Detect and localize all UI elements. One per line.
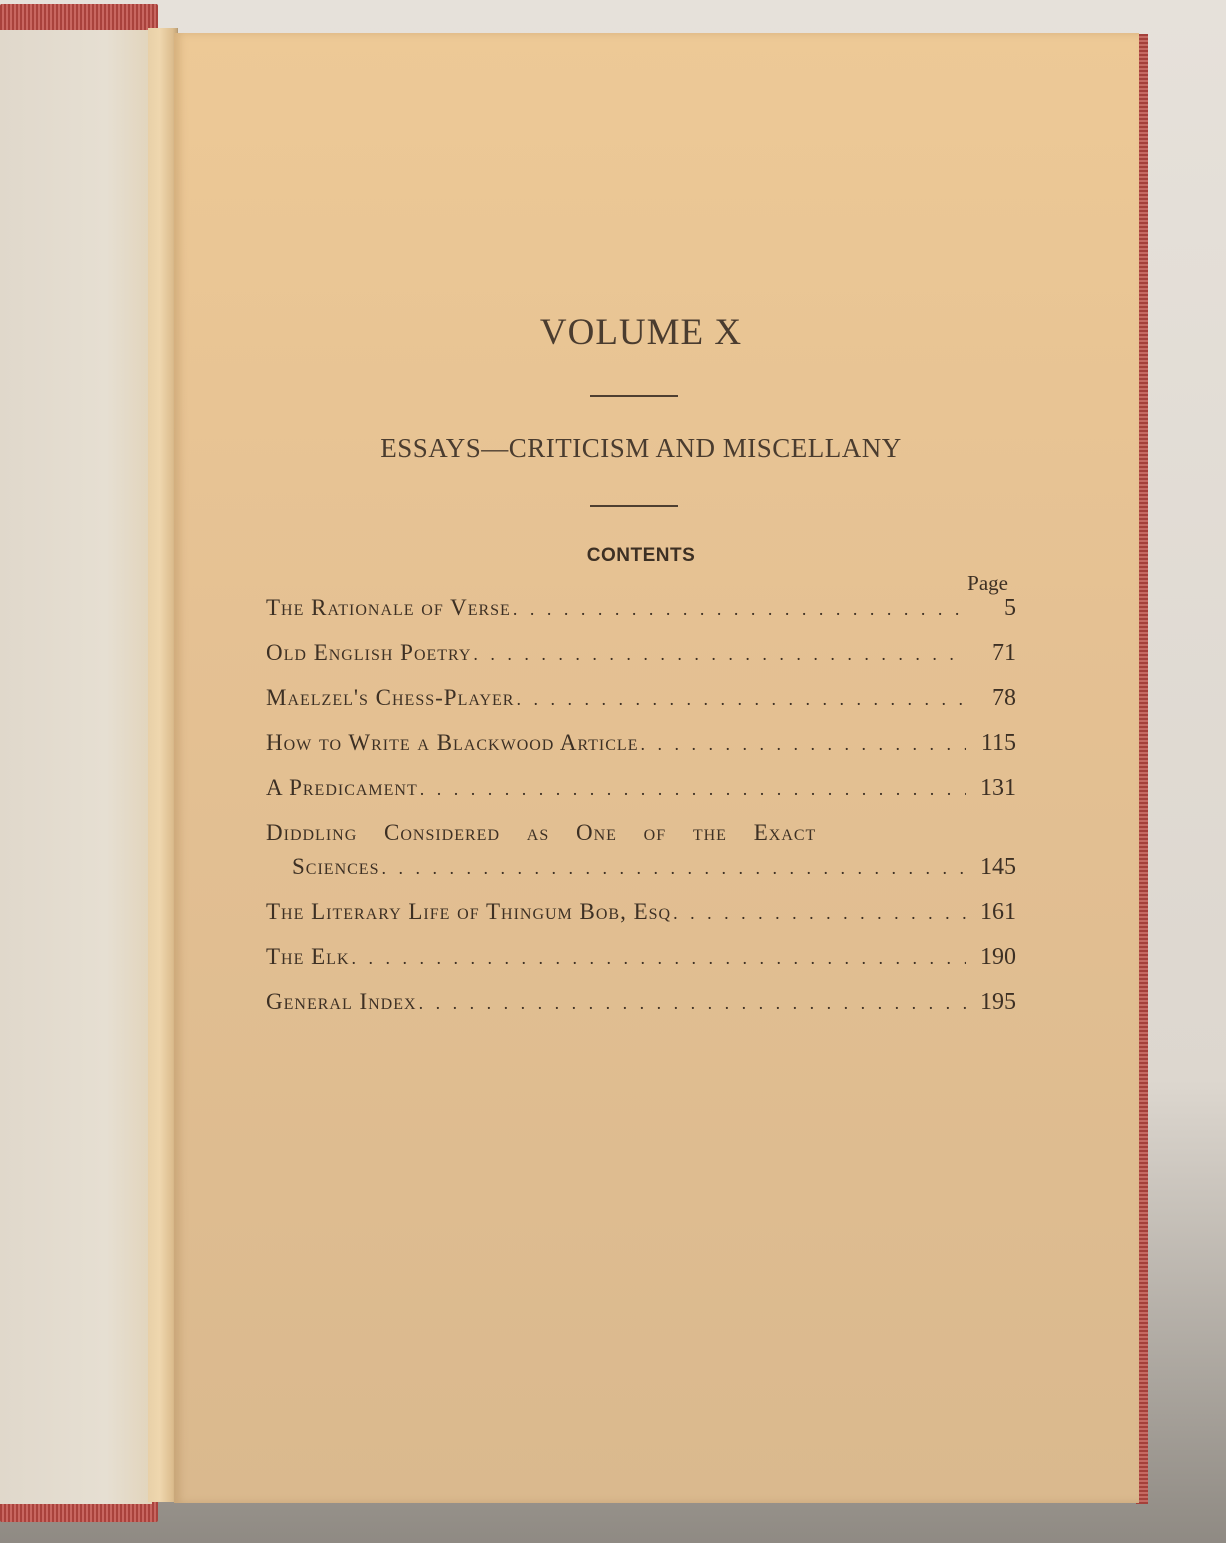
toc-entry-page: 5 [1004, 595, 1016, 621]
volume-subtitle: ESSAYS—CRITICISM AND MISCELLANY [380, 433, 902, 463]
table-of-contents [266, 595, 1016, 1034]
toc-entry-page: 145 [980, 854, 1016, 880]
toc-entry-continuation [266, 854, 1016, 899]
toc-entry-page: 115 [980, 730, 1016, 756]
toc-entry [266, 685, 1016, 730]
dot-leader [516, 689, 966, 710]
toc-entry-title: Maelzel's Chess-Player [266, 685, 515, 710]
toc-entry-title: The Rationale of Verse [266, 595, 511, 620]
toc-entry-page: 131 [980, 775, 1016, 801]
dot-leader [513, 599, 966, 620]
dot-leader [473, 644, 966, 665]
toc-entry [266, 595, 1016, 640]
dot-leader [381, 858, 966, 879]
decorative-rule [590, 395, 678, 397]
page-text-block [266, 33, 1016, 1503]
toc-entry-title: Old English Poetry [266, 640, 472, 665]
toc-entry [266, 640, 1016, 685]
left-endpaper [0, 30, 152, 1504]
toc-entry-page: 190 [980, 944, 1016, 970]
toc-entry [266, 730, 1016, 775]
toc-entry-title-continued: Sciences [292, 854, 380, 879]
toc-entry-title: Diddling Considered as One of the Exact [266, 820, 817, 845]
dot-leader [640, 734, 966, 755]
toc-entry [266, 944, 1016, 989]
volume-title: VOLUME X [539, 312, 743, 353]
dot-leader [420, 779, 966, 800]
toc-entry-title: A Predicament [266, 775, 418, 800]
page-column-label: Page [967, 571, 1008, 595]
contents-heading: CONTENTS [586, 545, 696, 566]
toc-entry [266, 775, 1016, 820]
dot-leader [352, 948, 966, 969]
toc-entry-title: The Elk [266, 944, 350, 969]
toc-entry-page: 71 [992, 640, 1016, 666]
dot-leader [419, 993, 966, 1014]
toc-entry-title: The Literary Life of Thingum Bob, Esq [266, 899, 672, 924]
toc-entry-page: 161 [980, 899, 1016, 925]
decorative-rule [590, 505, 678, 507]
toc-entry [266, 989, 1016, 1034]
toc-entry [266, 820, 1016, 854]
toc-entry [266, 899, 1016, 944]
toc-entry-title: General Index [266, 989, 417, 1014]
toc-entry-page: 195 [980, 989, 1016, 1015]
toc-entry-page: 78 [992, 685, 1016, 711]
dot-leader [673, 903, 966, 924]
contents-page [174, 33, 1139, 1503]
toc-entry-title: How to Write a Blackwood Article [266, 730, 639, 755]
